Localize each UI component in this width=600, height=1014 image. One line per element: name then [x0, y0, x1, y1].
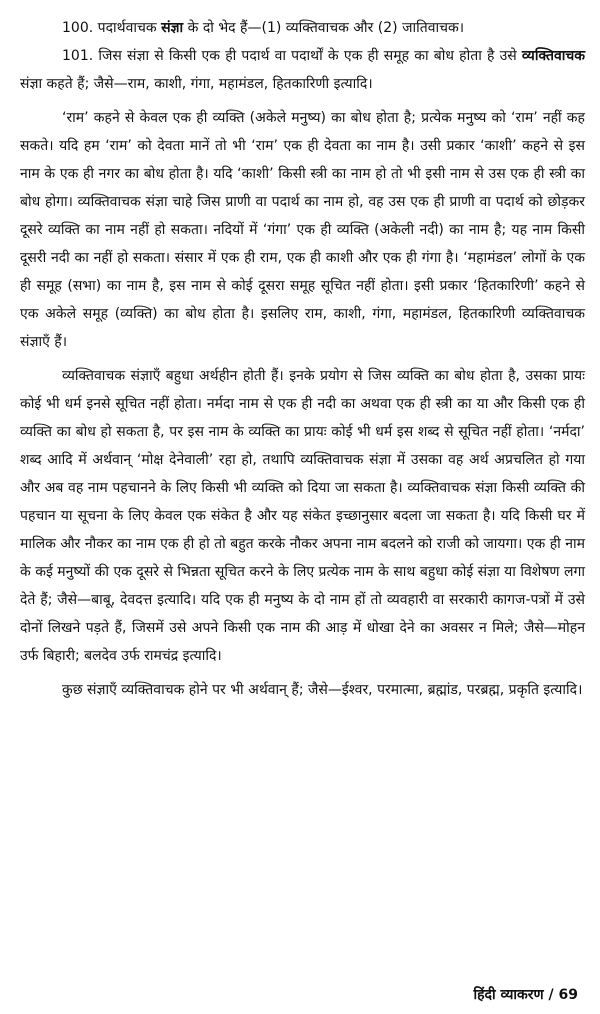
paragraph-text: 100. पदार्थवाचक [62, 20, 162, 36]
paragraph-ram-example [20, 104, 585, 356]
footer-separator: / [548, 987, 554, 1003]
paragraph-100 [20, 14, 585, 42]
paragraph-meaningful-names [20, 676, 585, 704]
paragraph-text: व्यक्तिवाचक संज्ञाएँ बहुधा अर्थहीन होती हैं। इनके प्रयोग से जिस व्यक्ति का बोध होता है, उसका प्रायः कोई भी धर्म इनसे सूचित नहीं होता। नर्मदा नाम से एक ही नदी का अथवा एक ही स्त्री का या और किसी एक ही व्यक्ति का बोध हो सकता है, पर इस नाम के व्यक्ति का प्रायः कोई भी धर्म इस शब्द से सूचित नहीं होता। ‘नर्मदा’ शब्द आदि में अर्थवान् ‘मोक्ष देनेवाली’ रहा हो, तथापि व्यक्तिवाचक संज्ञा में उसका वह अर्थ अप्रचलित हो गया और अब वह नाम पहचानने के लिए किसी भी व्यक्ति को दिया जा सकता है। व्यक्तिवाचक संज्ञा किसी व्यक्ति की पहचान या सूचना के लिए केवल एक संकेत है और यह संकेत इच्छानुसार बदला जा सकता है। यदि किसी घर में मालिक और नौकर का नाम एक ही हो तो बहुत करके नौकर अपना नाम बदलने को राजी को जायगा। एक ही नाम के कई मनुष्यों की एक दूसरे से भिन्नता सूचित करने के लिए प्रत्येक नाम के साथ बहुधा कोई संज्ञा या विशेषण लगा देते हैं; जैसे—बाबू, देवदत्त इत्यादि। यदि एक ही मनुष्य के दो नाम हों तो व्यवहारी वा सरकारी कागज-पत्रों में उसे दोनों लिखने पड़ते हैं, जिसमें उसे अपने किसी एक नाम की आड़ में धोखा देने का अवसर न मिले; जैसे—मोहन उर्फ बिहारी; बलदेव उर्फ रामचंद्र इत्यादि। [20, 368, 586, 664]
paragraph-text: के दो भेद हैं—(1) व्यक्तिवाचक और (2) जातिवाचक। [183, 20, 465, 36]
paragraph-text: कुछ संज्ञाएँ व्यक्तिवाचक होने पर भी अर्थवान् हैं; जैसे—ईश्वर, परमात्मा, ब्रह्मांड, परब्रह्म, प्रकृति इत्यादि। [62, 682, 583, 698]
book-title: हिंदी व्याकरण [473, 987, 544, 1003]
bold-term: व्यक्तिवाचक [521, 48, 585, 64]
page-footer [474, 985, 579, 1005]
page-body [20, 14, 585, 710]
paragraph-meaningless-names [20, 362, 585, 670]
paragraph-101 [20, 42, 585, 98]
paragraph-text: 101. जिस संज्ञा से किसी एक ही पदार्थ वा पदार्थों के एक ही समूह का बोध होता है उसे [62, 48, 522, 64]
paragraph-text: संज्ञा कहते हैं; जैसे—राम, काशी, गंगा, महामंडल, हितकारिणी इत्यादि। [20, 76, 373, 92]
paragraph-text: ‘राम’ कहने से केवल एक ही व्यक्ति (अकेले मनुष्य) का बोध होता है; प्रत्येक मनुष्य को ‘राम’ नहीं कह सकते। यदि हम ‘राम’ को देवता मानें तो भी ‘राम’ एक ही देवता का नाम है। उसी प्रकार ‘काशी’ कहने से इस नाम के एक ही नगर का बोध होता है। यदि ‘काशी’ किसी स्त्री का नाम हो तो भी इसी नाम से उस एक ही स्त्री का बोध होगा। व्यक्तिवाचक संज्ञा चाहे जिस प्राणी वा पदार्थ का नाम हो, वह उस एक ही प्राणी वा पदार्थ को छोड़कर दूसरे व्यक्ति का नाम नहीं हो सकता। नदियों में ‘गंगा’ एक ही व्यक्ति (अकेली नदी) का नाम है; यह नाम किसी दूसरी नदी का नहीं हो सकता। संसार में एक ही राम, एक ही काशी और एक ही गंगा है। ‘महामंडल’ लोगों के एक ही समूह (सभा) का नाम है, इस नाम से कोई दूसरा समूह सूचित नहीं होता। इसी प्रकार ‘हितकारिणी’ कहने से एक अकेले समूह (व्यक्ति) का बोध होता है। इसलिए राम, काशी, गंगा, महामंडल, हितकारिणी व्यक्तिवाचक संज्ञाएँ हैं। [20, 110, 585, 350]
page-number: 69 [558, 987, 578, 1003]
bold-term: संज्ञा [161, 20, 184, 36]
